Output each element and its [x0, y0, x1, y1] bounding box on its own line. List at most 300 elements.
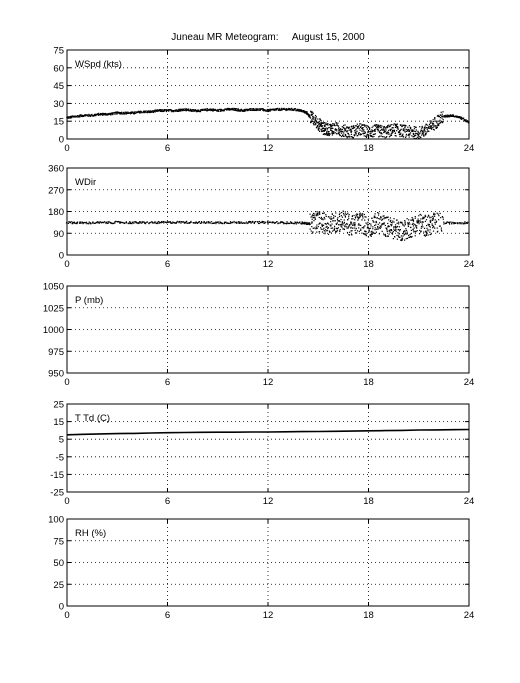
data-point [350, 227, 351, 228]
data-point [349, 214, 350, 215]
data-point [132, 222, 133, 223]
data-point [410, 132, 411, 133]
data-point [413, 225, 414, 226]
data-point [236, 222, 237, 223]
data-point [442, 122, 443, 123]
data-point [360, 123, 361, 124]
data-point [360, 134, 361, 135]
data-point [385, 128, 386, 129]
data-point [342, 222, 343, 223]
data-point [417, 230, 418, 231]
data-point [281, 221, 282, 222]
data-point [320, 223, 321, 224]
data-point [375, 128, 376, 129]
data-point [362, 216, 363, 217]
data-point [293, 110, 294, 111]
data-point [370, 234, 371, 235]
data-point [428, 216, 429, 217]
data-point [311, 215, 312, 216]
data-point [156, 223, 157, 224]
data-point [344, 124, 345, 125]
data-point [401, 235, 402, 236]
data-point [385, 225, 386, 226]
data-point [425, 125, 426, 126]
data-point [467, 121, 468, 122]
data-point [408, 224, 409, 225]
data-point [432, 223, 433, 224]
data-point [319, 131, 320, 132]
data-point [88, 223, 89, 224]
data-point [348, 134, 349, 135]
data-point [390, 221, 391, 222]
data-point [322, 231, 323, 232]
data-point [195, 109, 196, 110]
data-point [448, 115, 449, 116]
data-point [415, 138, 416, 139]
data-point [365, 233, 366, 234]
data-point [286, 221, 287, 222]
data-point [297, 109, 298, 110]
data-point [346, 214, 347, 215]
data-point [433, 231, 434, 232]
data-point [70, 222, 71, 223]
data-point [315, 219, 316, 220]
data-point [154, 111, 155, 112]
data-point [347, 213, 348, 214]
data-point [372, 220, 373, 221]
data-point [358, 125, 359, 126]
data-point [404, 130, 405, 131]
data-point [208, 222, 209, 223]
data-point [388, 132, 389, 133]
data-point [105, 222, 106, 223]
data-point [431, 217, 432, 218]
data-point [93, 222, 94, 223]
data-point [131, 223, 132, 224]
data-point [403, 128, 404, 129]
data-point [439, 116, 440, 117]
data-point [430, 226, 431, 227]
data-point [162, 222, 163, 223]
data-point [430, 222, 431, 223]
data-point [199, 221, 200, 222]
data-point [326, 132, 327, 133]
data-point [381, 133, 382, 134]
data-point [241, 110, 242, 111]
data-point [252, 221, 253, 222]
data-point [354, 135, 355, 136]
data-point [252, 110, 253, 111]
data-point [390, 217, 391, 218]
data-point [312, 219, 313, 220]
data-point [373, 233, 374, 234]
data-point [425, 216, 426, 217]
data-point [427, 127, 428, 128]
data-point [418, 219, 419, 220]
data-point [428, 128, 429, 129]
x-tick-label: 0 [64, 377, 70, 388]
data-point [322, 225, 323, 226]
x-tick-label: 6 [164, 377, 171, 388]
data-point [343, 125, 344, 126]
data-point [335, 216, 336, 217]
data-point [396, 231, 397, 232]
data-point [445, 223, 446, 224]
data-point [380, 125, 381, 126]
data-point [94, 115, 95, 116]
data-point [102, 114, 103, 115]
x-tick-label: 24 [463, 496, 475, 507]
data-point [357, 127, 358, 128]
data-point [118, 112, 119, 113]
panel-4 [50, 400, 474, 508]
data-point [362, 227, 363, 228]
data-point [369, 223, 370, 224]
data-point [315, 211, 316, 212]
data-point [321, 129, 322, 130]
data-point [428, 126, 429, 127]
data-point [337, 228, 338, 229]
data-point [438, 121, 439, 122]
data-point [398, 235, 399, 236]
data-point [386, 228, 387, 229]
data-point [339, 221, 340, 222]
data-point [400, 134, 401, 135]
data-point [312, 121, 313, 122]
data-point [283, 222, 284, 223]
data-point [313, 116, 314, 117]
data-point [397, 239, 398, 240]
data-point [405, 137, 406, 138]
x-tick-label: 6 [164, 610, 171, 621]
data-point [257, 221, 258, 222]
data-point [382, 231, 383, 232]
data-point [391, 129, 392, 130]
data-point [109, 113, 110, 114]
data-point [388, 130, 389, 131]
data-point [383, 223, 384, 224]
data-point [313, 118, 314, 119]
data-point [313, 123, 314, 124]
data-point [267, 223, 268, 224]
data-point [117, 221, 118, 222]
y-tick-label: 50 [53, 558, 64, 569]
data-point [356, 125, 357, 126]
data-point [295, 108, 296, 109]
data-point [192, 109, 193, 110]
series-line [67, 430, 469, 435]
data-point [428, 131, 429, 132]
data-point [227, 109, 228, 110]
data-point [384, 129, 385, 130]
data-point [257, 108, 258, 109]
data-point [442, 111, 443, 112]
data-point [372, 127, 373, 128]
data-point [313, 220, 314, 221]
data-point [186, 108, 187, 109]
data-point [438, 214, 439, 215]
data-point [153, 112, 154, 113]
data-point [357, 230, 358, 231]
data-point [349, 232, 350, 233]
panel-3 [43, 282, 474, 389]
data-point [414, 136, 415, 137]
data-point [356, 131, 357, 132]
data-point [172, 223, 173, 224]
data-point [250, 108, 251, 109]
data-point [134, 221, 135, 222]
data-point [405, 125, 406, 126]
data-point [176, 222, 177, 223]
data-point [291, 222, 292, 223]
data-point [380, 127, 381, 128]
data-point [436, 126, 437, 127]
data-point [377, 229, 378, 230]
data-point [336, 224, 337, 225]
data-point [396, 135, 397, 136]
data-point [319, 128, 320, 129]
data-point [316, 231, 317, 232]
data-point [263, 223, 264, 224]
data-point [334, 228, 335, 229]
data-point [361, 130, 362, 131]
data-point [426, 232, 427, 233]
data-point [135, 113, 136, 114]
data-point [391, 124, 392, 125]
data-point [297, 222, 298, 223]
data-point [420, 222, 421, 223]
data-point [378, 218, 379, 219]
data-point [409, 222, 410, 223]
data-point [329, 135, 330, 136]
data-point [385, 137, 386, 138]
data-point [209, 222, 210, 223]
data-point [411, 236, 412, 237]
data-point [348, 127, 349, 128]
data-point [408, 131, 409, 132]
data-point [316, 121, 317, 122]
data-point [327, 128, 328, 129]
data-point [386, 229, 387, 230]
data-point [366, 137, 367, 138]
data-point [128, 112, 129, 113]
data-point [338, 132, 339, 133]
data-point [415, 135, 416, 136]
data-point [306, 222, 307, 223]
x-tick-label: 0 [64, 496, 70, 507]
data-point [146, 221, 147, 222]
data-point [84, 115, 85, 116]
data-point [385, 235, 386, 236]
data-point [316, 224, 317, 225]
data-point [245, 223, 246, 224]
y-tick-label: 75 [53, 45, 64, 57]
y-tick-label: 1050 [42, 281, 64, 293]
data-point [362, 217, 363, 218]
data-point [421, 130, 422, 131]
data-point [397, 123, 398, 124]
data-point [422, 226, 423, 227]
data-point [357, 124, 358, 125]
data-point [314, 213, 315, 214]
data-point [331, 233, 332, 234]
data-point [344, 229, 345, 230]
data-point [330, 126, 331, 127]
data-point [424, 228, 425, 229]
data-point [352, 128, 353, 129]
data-point [340, 131, 341, 132]
data-point [305, 112, 306, 113]
data-point [360, 126, 361, 127]
data-point [405, 126, 406, 127]
data-point [399, 136, 400, 137]
data-point [328, 223, 329, 224]
data-point [415, 131, 416, 132]
y-tick-label: 15 [53, 417, 64, 429]
data-point [383, 129, 384, 130]
data-point [312, 114, 313, 115]
data-point [379, 131, 380, 132]
data-point [380, 226, 381, 227]
data-point [397, 129, 398, 130]
data-point [404, 225, 405, 226]
data-point [398, 229, 399, 230]
data-point [422, 127, 423, 128]
data-point [390, 124, 391, 125]
data-point [390, 224, 391, 225]
data-point [345, 224, 346, 225]
data-point [258, 110, 259, 111]
data-point [435, 224, 436, 225]
data-point [440, 117, 441, 118]
data-point [340, 229, 341, 230]
data-point [419, 230, 420, 231]
data-point [231, 109, 232, 110]
data-point [355, 217, 356, 218]
data-point [425, 231, 426, 232]
data-point [388, 226, 389, 227]
data-point [433, 218, 434, 219]
x-tick-label: 6 [164, 259, 171, 270]
y-tick-label: 100 [48, 514, 64, 526]
data-point [291, 109, 292, 110]
data-point [389, 134, 390, 135]
data-point [290, 221, 291, 222]
data-point [359, 130, 360, 131]
data-point [360, 230, 361, 231]
data-point [395, 227, 396, 228]
data-point [339, 214, 340, 215]
data-point [416, 227, 417, 228]
data-point [332, 214, 333, 215]
data-point [335, 129, 336, 130]
data-point [332, 123, 333, 124]
data-point [327, 129, 328, 130]
data-point [254, 222, 255, 223]
data-point [185, 109, 186, 110]
data-point [319, 214, 320, 215]
data-point [86, 223, 87, 224]
data-point [438, 219, 439, 220]
data-point [426, 133, 427, 134]
data-point [362, 213, 363, 214]
data-point [441, 228, 442, 229]
data-point [355, 232, 356, 233]
data-point [368, 131, 369, 132]
data-point [394, 130, 395, 131]
x-tick-label: 24 [463, 259, 475, 270]
data-point [95, 222, 96, 223]
data-point [232, 222, 233, 223]
data-point [351, 218, 352, 219]
data-point [206, 221, 207, 222]
data-point [368, 227, 369, 228]
data-point [432, 124, 433, 125]
data-point [451, 222, 452, 223]
data-point [409, 130, 410, 131]
data-point [178, 109, 179, 110]
x-tick-label: 6 [164, 143, 171, 154]
data-point [330, 133, 331, 134]
data-point [406, 230, 407, 231]
data-point [346, 131, 347, 132]
data-point [379, 222, 380, 223]
data-point [349, 127, 350, 128]
data-point [421, 134, 422, 135]
data-point [351, 234, 352, 235]
data-point [181, 221, 182, 222]
data-point [400, 133, 401, 134]
data-point [337, 217, 338, 218]
data-point [410, 234, 411, 235]
data-point [249, 221, 250, 222]
data-point [374, 216, 375, 217]
data-point [90, 116, 91, 117]
data-point [418, 134, 419, 135]
data-point [349, 224, 350, 225]
data-point [413, 133, 414, 134]
data-point [419, 233, 420, 234]
data-point [234, 221, 235, 222]
data-point [434, 117, 435, 118]
data-point [358, 227, 359, 228]
data-point [331, 228, 332, 229]
data-point [365, 125, 366, 126]
data-point [420, 131, 421, 132]
x-tick-label: 18 [363, 143, 374, 154]
data-point [421, 226, 422, 227]
data-point [412, 131, 413, 132]
data-point [347, 130, 348, 131]
data-point [404, 220, 405, 221]
data-point [103, 113, 104, 114]
data-point [182, 108, 183, 109]
data-point [397, 223, 398, 224]
data-point [375, 126, 376, 127]
data-point [408, 219, 409, 220]
data-point [275, 222, 276, 223]
data-point [343, 223, 344, 224]
y-tick-label: 180 [48, 207, 64, 218]
data-point [426, 234, 427, 235]
data-point [351, 126, 352, 127]
data-point [328, 216, 329, 217]
data-point [370, 224, 371, 225]
data-point [390, 232, 391, 233]
data-point [318, 124, 319, 125]
data-point [128, 223, 129, 224]
data-point [402, 235, 403, 236]
